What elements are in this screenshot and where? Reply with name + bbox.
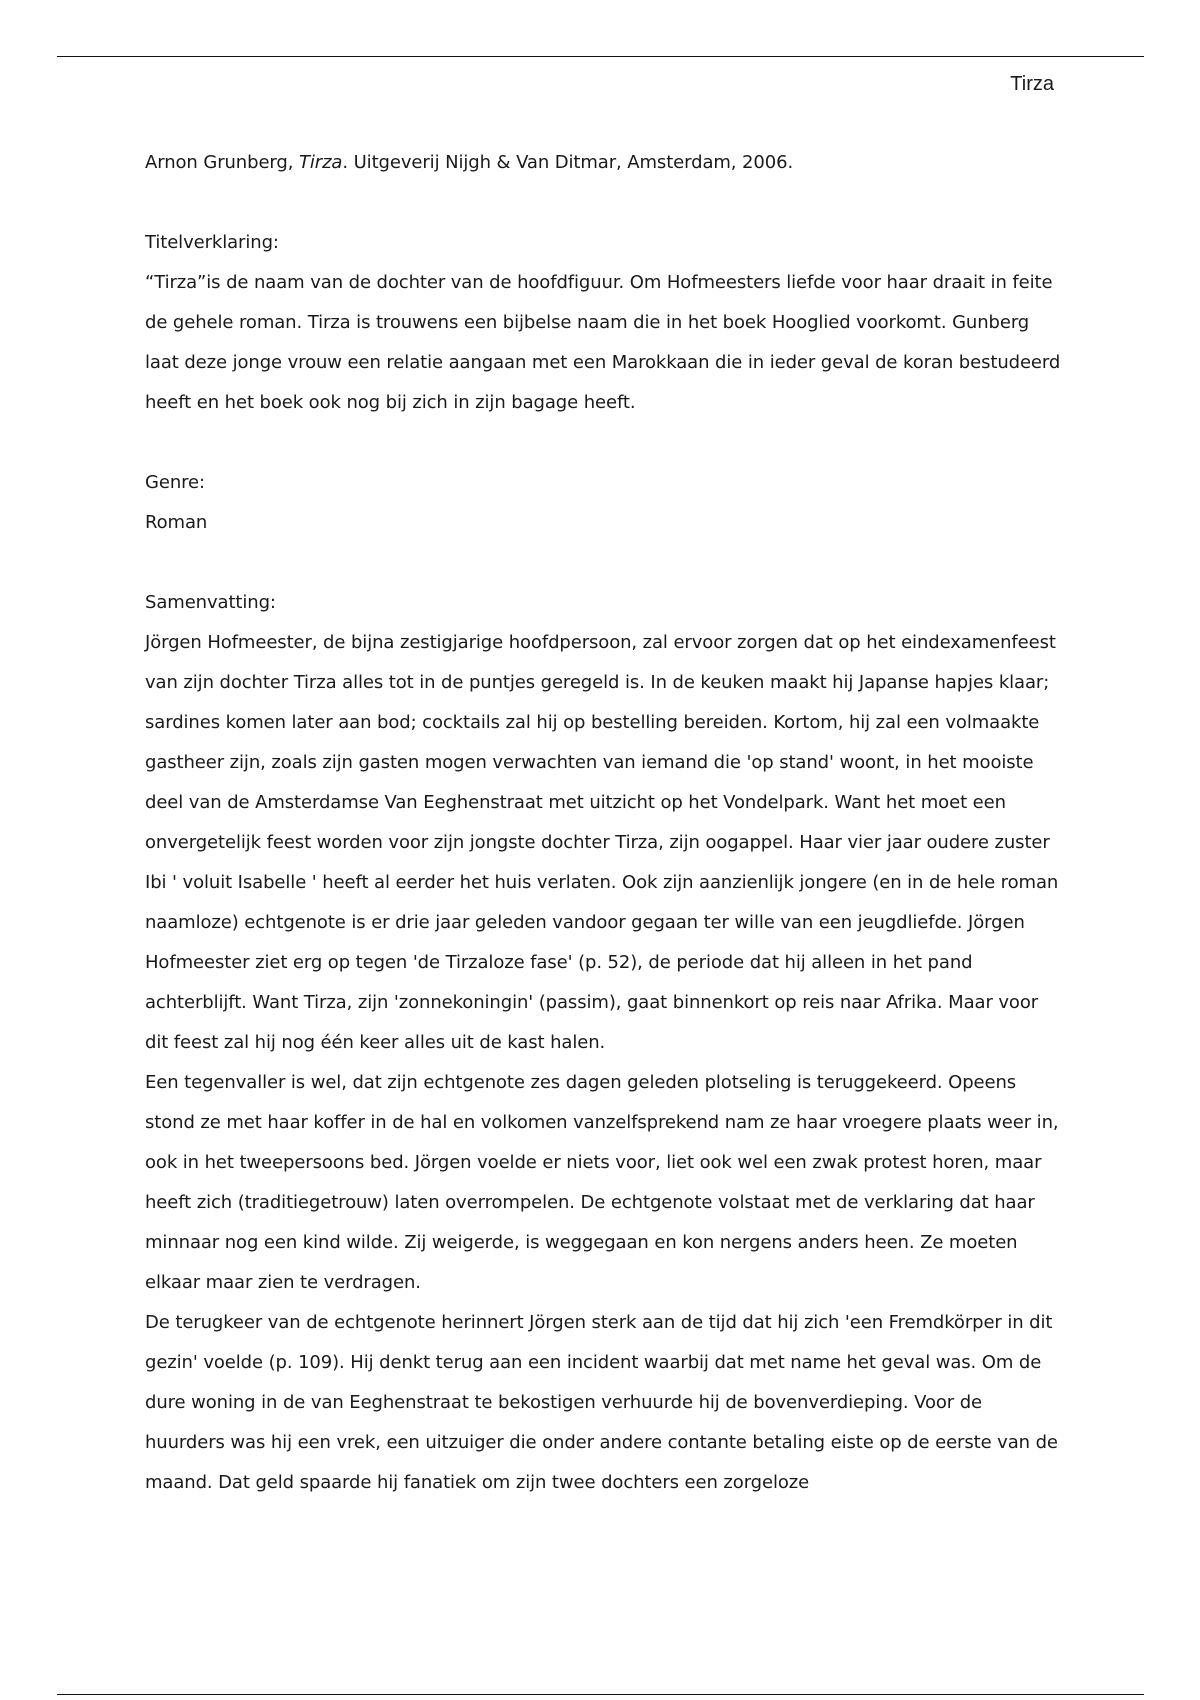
- footer-rule: [57, 1694, 1144, 1695]
- citation-title: Tirza: [298, 152, 343, 173]
- citation-author: Arnon Grunberg,: [145, 152, 299, 173]
- spacer: [145, 423, 1065, 463]
- citation: [145, 143, 1065, 183]
- samenvatting-paragraph: De terugkeer van de echtgenote herinnert Jörgen sterk aan de tijd dat hij zich 'een Fremdkörper in dit gezin' voelde (p. 109). Hij denkt terug aan een incident waarbij dat met name het geval was. Om de dure woning in de van Eeghenstraat te bekostigen verhuurde hij de bovenverdieping. Voor de huurders was hij een vrek, een uitzuiger die onder andere contante betaling eiste op de eerste van de maand. Dat geld spaarde hij fanatiek om zijn twee dochters een zorgeloze: [145, 1312, 1058, 1493]
- section-heading-samenvatting: Samenvatting:: [145, 592, 276, 613]
- samenvatting-paragraph: Jörgen Hofmeester, de bijna zestigjarige hoofdpersoon, zal ervoor zorgen dat op het eindexamenfeest van zijn dochter Tirza alles tot in de puntjes geregeld is. In de keuken maakt hij Japanse hapjes klaar; sardines komen later aan bod; cocktails zal hij op bestelling bereiden. Kortom, hij zal een volmaakte gastheer zijn, zoals zijn gasten mogen verwachten van iemand die 'op stand' woont, in het mooiste deel van de Amsterdamse Van Eeghenstraat met uitzicht op het Vondelpark. Want het moet een onvergetelijk feest worden voor zijn jongste dochter Tirza, zijn oogappel. Haar vier jaar oudere zuster Ibi ' voluit Isabelle ' heeft al eerder het huis verlaten. Ook zijn aanzienlijk jongere (en in de hele roman naamloze) echtgenote is er drie jaar geleden vandoor gegaan ter wille van een jeugdliefde. Jörgen Hofmeester ziet erg op tegen 'de Tirzaloze fase' (p. 52), de periode dat hij alleen in het pand achterblijft. Want Tirza, zijn 'zonnekoningin' (passim), gaat binnenkort op reis naar Afrika. Maar voor dit feest zal hij nog één keer alles uit de kast halen.: [145, 632, 1059, 1053]
- spacer: [145, 183, 1065, 223]
- header-rule: [57, 56, 1144, 57]
- running-header-title: Tirza: [1010, 73, 1054, 95]
- document-body: [145, 143, 1065, 1503]
- section-heading-genre: Genre:: [145, 472, 205, 493]
- citation-publisher: . Uitgeverij Nijgh & Van Ditmar, Amsterdam, 2006.: [342, 152, 794, 173]
- spacer: [145, 543, 1065, 583]
- samenvatting-paragraph: Een tegenvaller is wel, dat zijn echtgenote zes dagen geleden plotseling is teruggekeerd. Opeens stond ze met haar koffer in de hal en volkomen vanzelfsprekend nam ze haar vroegere plaats weer in, ook in het tweepersoons bed. Jörgen voelde er niets voor, liet ook wel een zwak protest horen, maar heeft zich (traditiegetrouw) laten overrompelen. De echtgenote volstaat met de verklaring dat haar minnaar nog een kind wilde. Zij weigerde, is weggegaan en kon nergens anders heen. Ze moeten elkaar maar zien te verdragen.: [145, 1072, 1059, 1293]
- section-heading-titelverklaring: Titelverklaring:: [145, 232, 279, 253]
- titelverklaring-text: “Tirza”is de naam van de dochter van de hoofdfiguur. Om Hofmeesters liefde voor haar draait in feite de gehele roman. Tirza is trouwens een bijbelse naam die in het boek Hooglied voorkomt. Gunberg laat deze jonge vrouw een relatie aangaan met een Marokkaan die in ieder geval de koran bestudeerd heeft en het boek ook nog bij zich in zijn bagage heeft.: [145, 272, 1061, 413]
- genre-text: Roman: [145, 512, 208, 533]
